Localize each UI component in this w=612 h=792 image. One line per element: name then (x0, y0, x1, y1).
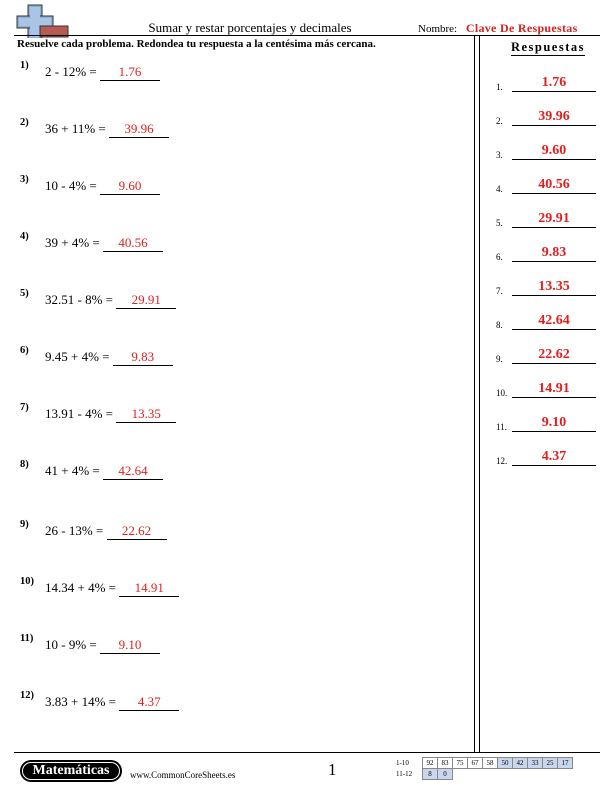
answer-key-number: 6. (496, 252, 503, 262)
problem-expression: 10 - 4% = (45, 178, 97, 193)
answer-key-value: 4.37 (512, 448, 596, 466)
problem-number: 11) (20, 633, 34, 644)
score-cell: 25 (543, 758, 558, 769)
name-value: Clave De Respuestas (465, 21, 578, 35)
answer-key-number: 5. (496, 218, 503, 228)
answer-key-value: 22.62 (512, 346, 596, 364)
score-cell: 33 (528, 758, 543, 769)
answer-key-number: 3. (496, 150, 503, 160)
problem-answer: 4.37 (119, 694, 179, 711)
problem-number: 7) (20, 402, 29, 413)
answer-key-item (496, 106, 596, 126)
score-row (396, 758, 573, 769)
answer-key-number: 11. (496, 422, 507, 432)
problem-number: 5) (20, 288, 29, 299)
answer-key-number: 4. (496, 184, 503, 194)
problem-answer: 9.83 (113, 349, 173, 366)
score-cell: 42 (513, 758, 528, 769)
footer-divider (14, 752, 600, 753)
answer-key-item (496, 208, 596, 228)
score-cell: 50 (498, 758, 513, 769)
problem-item (20, 117, 169, 138)
score-cell: 83 (438, 758, 453, 769)
answer-key-number: 9. (496, 354, 503, 364)
problem-answer: 14.91 (119, 580, 179, 597)
problem-item (20, 345, 173, 366)
answer-key-item (496, 344, 596, 364)
problem-answer: 9.60 (100, 178, 160, 195)
problem-answer: 40.56 (103, 235, 163, 252)
brand-badge (20, 760, 122, 782)
problem-expression: 14.34 + 4% = (45, 580, 116, 595)
answer-key-item (496, 140, 596, 160)
answer-key-number: 12. (496, 456, 508, 466)
answer-key-value: 9.10 (512, 414, 596, 432)
score-row-label: 11-12 (396, 770, 413, 778)
problem-item (20, 60, 160, 81)
page-number: 1 (328, 760, 337, 779)
problem-number: 6) (20, 345, 29, 356)
problem-item (20, 576, 179, 597)
problem-answer: 42.64 (103, 463, 163, 480)
score-row (396, 769, 573, 780)
answer-key-number: 8. (496, 320, 503, 330)
answer-key-item (496, 242, 596, 262)
problem-expression: 2 - 12% = (45, 64, 97, 79)
answer-key-item (496, 310, 596, 330)
answer-key-item (496, 378, 596, 398)
problem-item (20, 231, 163, 252)
problem-expression: 13.91 - 4% = (45, 406, 113, 421)
answer-key-value: 13.35 (512, 278, 596, 296)
problem-item (20, 519, 167, 540)
score-cell: 75 (453, 758, 468, 769)
problem-item (20, 459, 163, 480)
answer-key-number: 7. (496, 286, 503, 296)
problem-expression: 10 - 9% = (45, 637, 97, 652)
score-cell: 58 (483, 758, 498, 769)
column-divider (474, 36, 475, 752)
problem-answer: 13.35 (116, 406, 176, 423)
answer-key-item (496, 174, 596, 194)
page-title: Sumar y restar porcentajes y decimales (148, 20, 352, 35)
problem-number: 10) (20, 576, 34, 587)
problem-number: 4) (20, 231, 29, 242)
problem-item (20, 174, 160, 195)
answer-key-value: 40.56 (512, 176, 596, 194)
problem-number: 12) (20, 690, 34, 701)
answer-key-value: 42.64 (512, 312, 596, 330)
answers-heading: Respuestas (510, 40, 586, 54)
problem-expression: 32.51 - 8% = (45, 292, 113, 307)
problem-number: 8) (20, 459, 29, 470)
brand-label: Matemáticas (22, 762, 120, 780)
header-divider (14, 35, 600, 36)
problem-answer: 39.96 (109, 121, 169, 138)
problem-answer: 29.91 (116, 292, 176, 309)
problem-expression: 9.45 + 4% = (45, 349, 110, 364)
answer-key-value: 29.91 (512, 210, 596, 228)
score-cell: 92 (423, 758, 438, 769)
answer-key-number: 2. (496, 116, 503, 126)
score-row-label: 1-10 (396, 759, 409, 767)
problem-expression: 3.83 + 14% = (45, 694, 116, 709)
score-cell: 8 (423, 769, 438, 780)
problem-item (20, 288, 176, 309)
problem-answer: 1.76 (100, 64, 160, 81)
problem-answer: 22.62 (107, 523, 167, 540)
answer-key-number: 10. (496, 388, 508, 398)
problem-expression: 26 - 13% = (45, 523, 104, 538)
column-divider (479, 36, 480, 752)
answer-key-value: 39.96 (512, 108, 596, 126)
site-url: www.CommonCoreSheets.es (130, 770, 236, 780)
answer-key-number: 1. (496, 82, 503, 92)
answer-key-value: 9.83 (512, 244, 596, 262)
problem-number: 3) (20, 174, 29, 185)
answer-key-item (496, 446, 596, 466)
answer-key-item (496, 72, 596, 92)
problem-expression: 41 + 4% = (45, 463, 100, 478)
score-cell: 67 (468, 758, 483, 769)
problem-number: 1) (20, 60, 29, 71)
score-cell: 0 (438, 769, 453, 780)
problem-answer: 9.10 (100, 637, 160, 654)
name-label: Nombre: (418, 23, 458, 35)
problem-item (20, 402, 176, 423)
problem-expression: 36 + 11% = (45, 121, 106, 136)
problem-expression: 39 + 4% = (45, 235, 100, 250)
answer-key-value: 14.91 (512, 380, 596, 398)
problem-item (20, 633, 160, 654)
problem-number: 2) (20, 117, 29, 128)
instructions: Resuelve cada problema. Redondea tu respuesta a la centésima más cercana. (17, 38, 376, 50)
score-cell: 17 (558, 758, 573, 769)
answer-key-item (496, 412, 596, 432)
answer-key-item (496, 276, 596, 296)
problem-number: 9) (20, 519, 29, 530)
answer-key-value: 1.76 (512, 74, 596, 92)
answer-key-value: 9.60 (512, 142, 596, 160)
name-field (418, 21, 578, 36)
score-table (396, 757, 573, 780)
problem-item (20, 690, 179, 711)
